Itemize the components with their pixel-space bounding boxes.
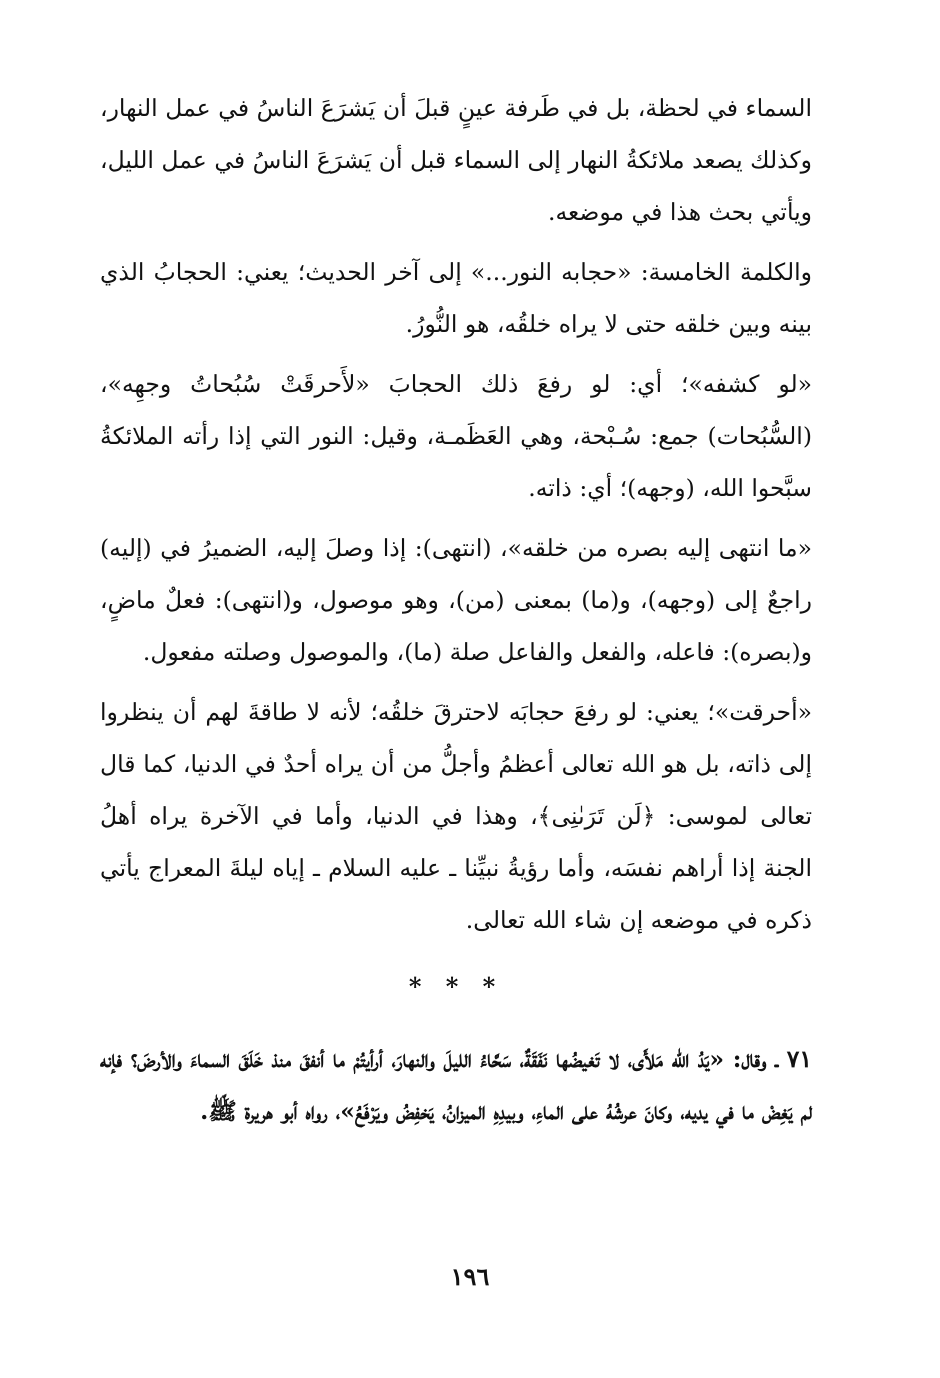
page-body [100, 82, 812, 1137]
paragraph-fifth-word: والكلمة الخامسة: «حجابه النور...» إلى آخر الحديث؛ يعني: الحجابُ الذي بينه وبين خلقه حتى لا يراه خلقُه، هو النُّورُ. [100, 258, 812, 338]
page-number: ١٩٦ [450, 1262, 490, 1291]
section-separator: * * * [408, 972, 504, 1001]
hadith-71: ٧١ ـ وقال: «يَدُ الله مَلأَى، لا تَغيضُها نَفَقَةٌ، سَحَّاءُ الليلَ والنهارَ، أرأيتُمْ ما أنفقَ منذ خَلَقَ السماءَ والأرضَ؟ فإنه لم يَغِضْ ما في يديه، وكانَ عرشُهُ على الماءِ، وبيدِهِ الميزانُ، يَخفِضُ ويَرْفَعُ»، رواه أبو هريرة ﷺ. [100, 1045, 812, 1125]
paragraph-law-kashafahu: «لو كشفه»؛ أي: لو رفعَ ذلك الحجابَ «لأَحرقَتْ سُبُحاتُ وجهِه»، (السُّبُحات) جمع: سُـبْحة، وهي العَظَمـة، وقيل: النور التي إذا رأته الملائكةُ سبَّحوا الله، (وجهه)؛ أي: ذاته. [100, 370, 812, 502]
paragraph-continuation: السماء في لحظة، بل في طَرفة عينٍ قبلَ أن يَشرَعَ الناسُ في عمل النهار، وكذلك يصعد ملائكةُ النهار إلى السماء قبل أن يَشرَعَ الناسُ في عمل الليل، ويأتي بحث هذا في موضعه. [100, 94, 812, 226]
paragraph-ma-intaha: «ما انتهى إليه بصره من خلقه»، (انتهى): إذا وصلَ إليه، الضميرُ في (إليه) راجعٌ إلى (وجهه)، و(ما) بمعنى (من)، وهو موصول، و(انتهى): فعلٌ ماضٍ، و(بصره): فاعله، والفعل والفاعل صلة (ما)، والموصول وصلته مفعول. [100, 534, 812, 666]
paragraph-ahraqat: «أحرقت»؛ يعني: لو رفعَ حجابَه لاحترقَ خلقُه؛ لأنه لا طاقةَ لهم أن ينظروا إلى ذاته، بل هو الله تعالى أعظمُ وأجلُّ من أن يراه أحدٌ في الدنيا، كما قال تعالى لموسى: ﴿لَن تَرَىٰنِى﴾، وهذا في الدنيا، وأما في الآخرة يراه أهلُ الجنة إذا أراهم نفسَه، وأما رؤيةُ نبيِّنا ـ عليه السلام ـ إياه ليلةَ المعراج يأتي ذكره في موضعه إن شاء الله تعالى. [100, 698, 812, 934]
